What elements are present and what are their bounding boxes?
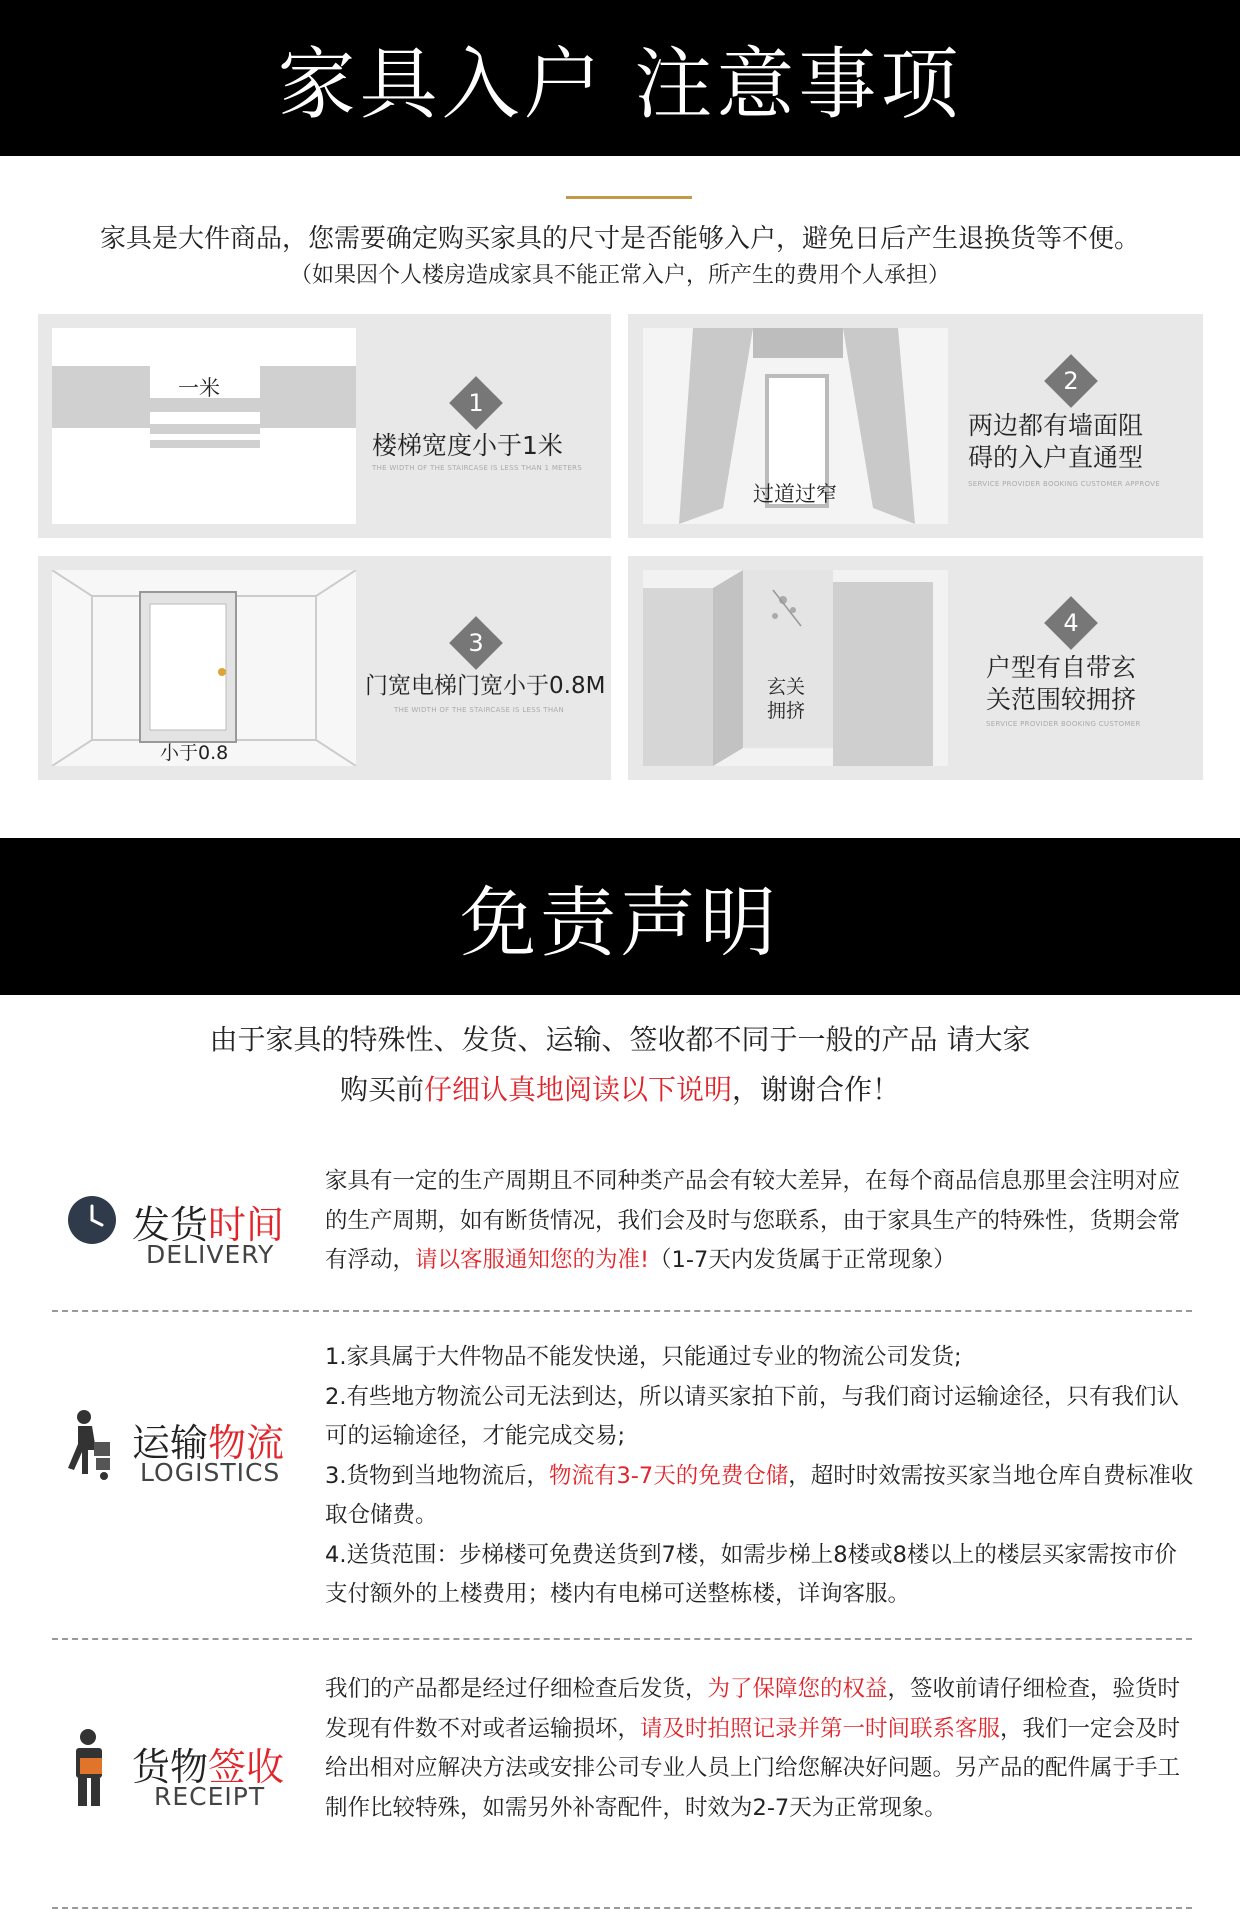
card-title-line2: 碍的入户直通型 [968,443,1144,472]
delivery-heading-en: DELIVERY [146,1240,275,1269]
door-label: 小于0.8 [160,742,229,764]
entrance-diagram [643,570,948,766]
header-banner-notice [0,0,1240,156]
dashed-divider [52,1638,1192,1640]
delivery-person-icon [62,1408,118,1486]
card-title: 门宽电梯门宽小于0.8M [365,673,606,699]
card-subtitle: SERVICE PROVIDER BOOKING CUSTOMER APPROVE [968,480,1160,488]
card-title: 楼梯宽度小于1米 [372,431,563,460]
logistics-heading-en: LOGISTICS [140,1458,281,1487]
entrance-illustration [643,570,948,766]
number-badge: 3 [449,616,503,670]
entrance-label-line2: 拥挤 [767,700,806,722]
delivery-heading: 发货时间 [132,1203,285,1247]
stair-illustration [52,328,356,524]
clock-icon [66,1194,118,1250]
person-with-box-icon [68,1728,110,1812]
logistics-item-2: 2.有些地方物流公司无法到达，所以请买家拍下前，与我们商讨运输途径，只有我们认可的运输途径，才能完成交易; [325,1383,1179,1449]
disclaimer-intro-line1: 由于家具的特殊性、发货、运输、签收都不同于一般的产品 请大家 [209,1023,1031,1056]
card-entrance-crowded [628,556,1203,780]
number-badge: 1 [449,376,503,430]
logistics-text [325,1338,1195,1615]
dashed-divider [52,1907,1192,1909]
door-illustration [52,570,356,766]
receipt-heading-en: RECEIPT [154,1782,266,1811]
card-title-line1: 户型有自带玄 [986,653,1137,682]
card-subtitle: SERVICE PROVIDER BOOKING CUSTOMER [986,720,1141,728]
delivery-text: 家具有一定的生产周期且不同种类产品会有较大差异，在每个商品信息那里会注明对应的生产周期，如有断货情况，我们会及时与您联系，由于家具生产的特殊性，货期会常有浮动，请以客服通知您的为准!（1-7天内发货属于正常现象） [325,1168,1181,1273]
disclaimer-intro-line2: 购买前仔细认真地阅读以下说明，谢谢合作！ [339,1073,901,1106]
card-door-width [38,556,611,780]
logistics-heading: 运输物流 [132,1421,285,1465]
section-title-notice: 家具入户 注意事项 [277,40,963,130]
logistics-item-4: 4.送货范围：步梯楼可免费送货到7楼，如需步梯上8楼或8楼以上的楼层买家需按市价支付额外的上楼费用；楼内有电梯可送整栋楼，详询客服。 [325,1541,1177,1607]
passage-label: 过道过窄 [753,482,837,506]
stair-label: 一米 [178,376,220,400]
header-banner-disclaimer [0,838,1240,995]
passage-illustration [643,328,948,524]
dashed-divider [52,1310,1192,1312]
notice-disclaimer: （如果因个人楼房造成家具不能正常入户，所产生的费用个人承担） [289,263,950,288]
stair-diagram [52,328,356,524]
card-stair-width [38,314,611,538]
section-title-disclaimer: 免责声明 [460,878,780,967]
gold-divider [566,196,692,199]
logistics-item-3: 3.货物到当地物流后，物流有3-7天的免费仓储，超时时效需按买家当地仓库自费标准收取仓储费。 [325,1462,1194,1528]
card-subtitle: THE WIDTH OF THE STAIRCASE IS LESS THAN [394,706,565,714]
receipt-heading: 货物签收 [132,1745,285,1789]
receipt-text: 我们的产品都是经过仔细检查后发货，为了保障您的权益，签收前请仔细检查，验货时发现有件数不对或者运输损坏，请及时拍照记录并第一时间联系客服，我们一定会及时给出相对应解决方法或安排公司专业人员上门给您解决好问题。另产品的配件属于手工制作比较特殊，如需另外补寄配件，时效为2-7天为正常现象。 [325,1676,1181,1821]
card-narrow-passage [628,314,1203,538]
number-badge: 2 [1044,354,1098,408]
logistics-item-1: 1.家具属于大件物品不能发快递，只能通过专业的物流公司发货; [325,1344,962,1370]
number-badge: 4 [1044,596,1098,650]
card-subtitle: THE WIDTH OF THE STAIRCASE IS LESS THAN 1 METERS [372,464,583,472]
card-title-line2: 关范围较拥挤 [986,685,1137,714]
card-title-line1: 两边都有墙面阻 [968,411,1144,440]
notice-intro: 家具是大件商品，您需要确定购买家具的尺寸是否能够入户，避免日后产生退换货等不便。 [99,224,1140,254]
entrance-label-line1: 玄关 [767,676,806,698]
door-diagram [52,570,356,766]
